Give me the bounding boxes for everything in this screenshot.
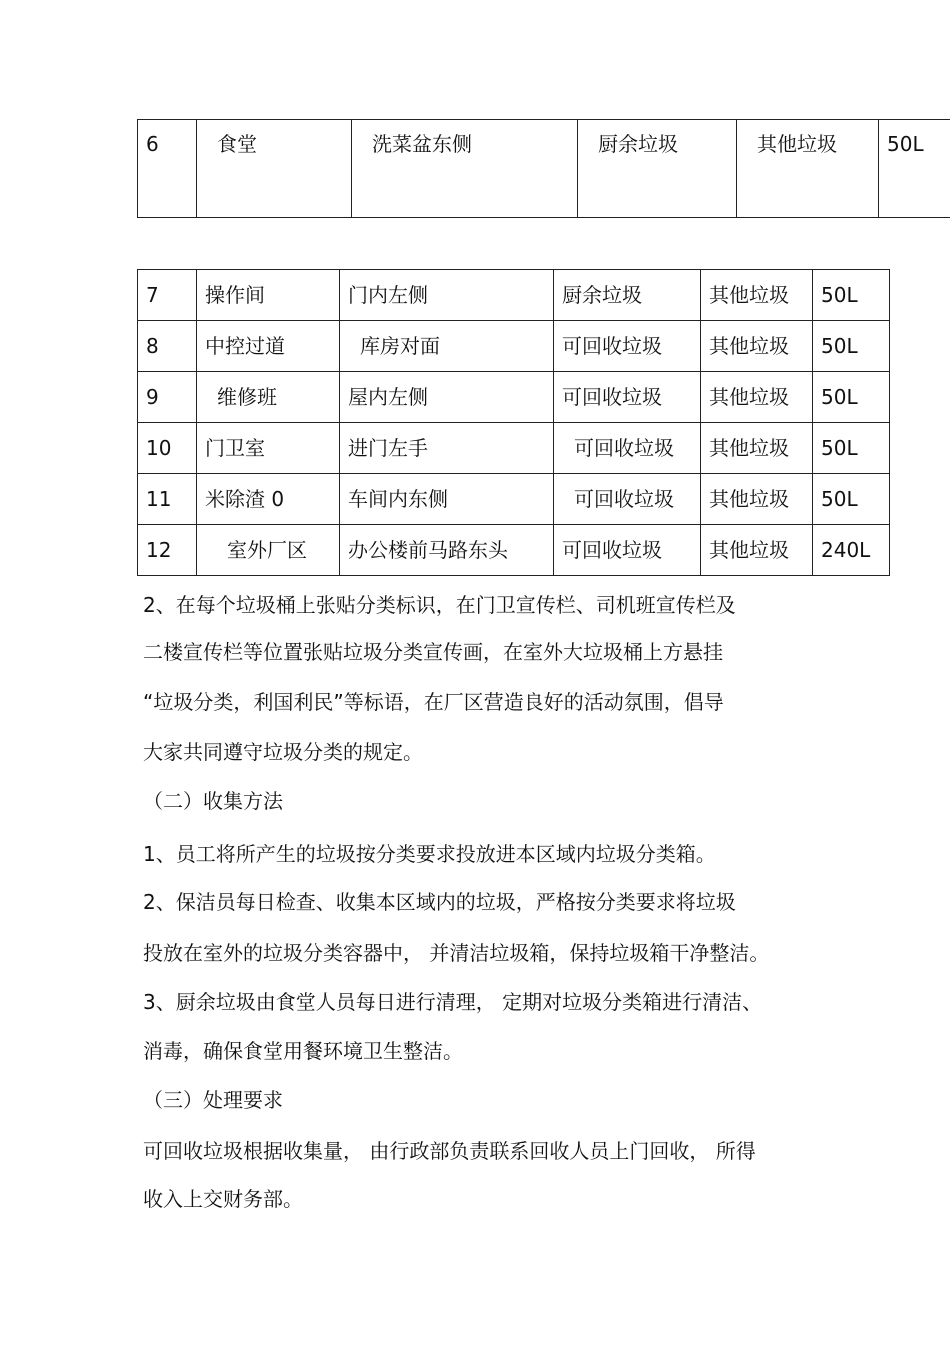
paragraph-line: 3、厨余垃圾由食堂人员每日进行清理， 定期对垃圾分类箱进行清洁、 xyxy=(143,990,763,1014)
row-location: 食堂 xyxy=(197,120,352,218)
row-capacity: 240L xyxy=(813,525,890,576)
row-other-bin: 其他垃圾 xyxy=(701,423,813,474)
row-other-bin: 其他垃圾 xyxy=(701,525,813,576)
paragraph-line: 1、员工将所产生的垃圾按分类要求投放进本区域内垃圾分类箱。 xyxy=(143,842,716,866)
section-heading: （二）收集方法 xyxy=(143,789,283,813)
row-capacity: 50L xyxy=(813,423,890,474)
row-position: 车间内东侧 xyxy=(340,474,554,525)
table-row xyxy=(138,321,890,372)
row-bin-type: 可回收垃圾 xyxy=(554,423,701,474)
row-other-bin: 其他垃圾 xyxy=(737,120,879,218)
row-other-bin: 其他垃圾 xyxy=(701,474,813,525)
row-position: 库房对面 xyxy=(340,321,554,372)
paragraph-line: 2、保洁员每日检查、收集本区域内的垃圾，严格按分类要求将垃圾 xyxy=(143,890,736,914)
row-location: 操作间 xyxy=(197,270,340,321)
row-location: 中控过道 xyxy=(197,321,340,372)
row-number: 10 xyxy=(138,423,197,474)
row-capacity: 50L xyxy=(813,474,890,525)
row-position: 办公楼前马路东头 xyxy=(340,525,554,576)
row-capacity: 50L xyxy=(813,270,890,321)
paragraph-line: 可回收垃圾根据收集量， 由行政部负责联系回收人员上门回收， 所得 xyxy=(143,1139,756,1163)
paragraph-line: “垃圾分类，利国利民”等标语，在厂区营造良好的活动氛围，倡导 xyxy=(143,690,724,714)
row-location: 米除渣 0 xyxy=(197,474,340,525)
table-row xyxy=(138,372,890,423)
row-number: 12 xyxy=(138,525,197,576)
row-capacity: 50L xyxy=(813,372,890,423)
table-row xyxy=(138,474,890,525)
row-bin-type: 可回收垃圾 xyxy=(554,372,701,423)
row-location: 门卫室 xyxy=(197,423,340,474)
row-capacity: 50L xyxy=(879,120,950,218)
row-location: 维修班 xyxy=(197,372,340,423)
row-number: 9 xyxy=(138,372,197,423)
row-other-bin: 其他垃圾 xyxy=(701,270,813,321)
table-row xyxy=(138,525,890,576)
bin-table-bottom xyxy=(137,269,890,576)
paragraph-line: 大家共同遵守垃圾分类的规定。 xyxy=(143,740,423,764)
row-number: 8 xyxy=(138,321,197,372)
table-row xyxy=(138,423,890,474)
section-heading: （三）处理要求 xyxy=(143,1088,283,1112)
row-other-bin: 其他垃圾 xyxy=(701,321,813,372)
table-row xyxy=(138,120,950,218)
paragraph-line: 投放在室外的垃圾分类容器中， 并清洁垃圾箱，保持垃圾箱干净整洁。 xyxy=(143,941,770,965)
row-number: 6 xyxy=(138,120,197,218)
row-bin-type: 可回收垃圾 xyxy=(554,474,701,525)
paragraph-line: 2、在每个垃圾桶上张贴分类标识，在门卫宣传栏、司机班宣传栏及 xyxy=(143,593,736,617)
row-position: 进门左手 xyxy=(340,423,554,474)
row-capacity: 50L xyxy=(813,321,890,372)
paragraph-line: 收入上交财务部。 xyxy=(143,1187,303,1211)
row-other-bin: 其他垃圾 xyxy=(701,372,813,423)
row-position: 屋内左侧 xyxy=(340,372,554,423)
row-bin-type: 厨余垃圾 xyxy=(578,120,737,218)
paragraph-line: 消毒，确保食堂用餐环境卫生整洁。 xyxy=(143,1039,463,1063)
row-position: 洗菜盆东侧 xyxy=(352,120,578,218)
row-bin-type: 可回收垃圾 xyxy=(554,321,701,372)
row-bin-type: 可回收垃圾 xyxy=(554,525,701,576)
row-position: 门内左侧 xyxy=(340,270,554,321)
table-row xyxy=(138,270,890,321)
row-number: 7 xyxy=(138,270,197,321)
paragraph-line: 二楼宣传栏等位置张贴垃圾分类宣传画，在室外大垃圾桶上方悬挂 xyxy=(143,640,723,664)
row-number: 11 xyxy=(138,474,197,525)
row-location: 室外厂区 xyxy=(197,525,340,576)
bin-table-top xyxy=(137,119,950,218)
row-bin-type: 厨余垃圾 xyxy=(554,270,701,321)
